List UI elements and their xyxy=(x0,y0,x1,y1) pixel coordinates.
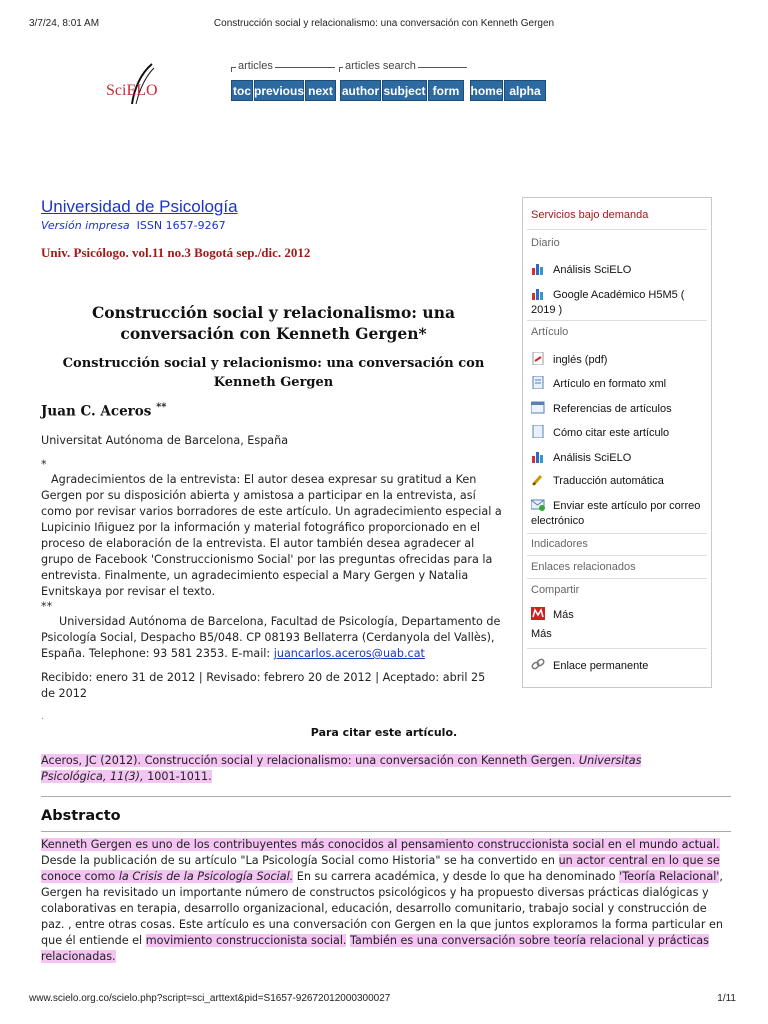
citation-heading: Para citar este artículo. xyxy=(310,726,458,739)
author-text: Juan C. Aceros xyxy=(41,403,152,420)
sidebar-item-references[interactable] xyxy=(531,401,707,417)
section-divider xyxy=(41,796,731,797)
version-label: Versión impresa xyxy=(41,219,130,232)
abstract-segment: En su carrera académica, y desde lo que ha denominado xyxy=(293,870,620,883)
abstract-highlight: Kenneth Gergen es uno de los contribuyentes más conocidos al pensamiento construccionista social en el mundo actual. xyxy=(41,838,720,851)
footnote-2 xyxy=(41,614,509,662)
sidebar-item-pdf[interactable] xyxy=(531,352,707,368)
journal-title-link[interactable]: Universidad de Psicología xyxy=(41,197,238,216)
sidebar-item-label: Cómo citar este artículo xyxy=(553,427,670,439)
sidebar-item-more[interactable]: Más xyxy=(531,628,552,640)
abstract-highlight: movimiento construccionista social. xyxy=(145,934,347,947)
sidebar-title: Servicios bajo demanda xyxy=(531,209,649,221)
volume-line: Univ. Psicólogo. vol.11 no.3 Bogotá sep./dic. 2012 xyxy=(41,245,311,260)
link-icon xyxy=(531,658,545,671)
nav-author-button[interactable]: author xyxy=(340,80,381,101)
sidebar-item-label: Google Académico H5M5 ( 2019 ) xyxy=(531,289,685,316)
print-doc-title: Construcción social y relacionalismo: una conversación con Kenneth Gergen xyxy=(213,18,555,29)
sidebar-item-label: Traducción automática xyxy=(553,475,664,487)
share-icon xyxy=(531,607,545,620)
sidebar-divider xyxy=(527,533,707,534)
sidebar-item-xml[interactable] xyxy=(531,376,707,392)
sidebar-item-translation[interactable] xyxy=(531,473,707,489)
sidebar-item-label: Artículo en formato xml xyxy=(553,378,667,390)
references-icon xyxy=(531,401,545,414)
sidebar-item-label: Enlace permanente xyxy=(553,660,649,672)
bar-chart-icon xyxy=(531,450,545,463)
sidebar-section-articulo: Artículo xyxy=(531,326,569,338)
nav-search-caption: articles search xyxy=(345,60,416,72)
sidebar-divider xyxy=(527,578,707,579)
article-title: Construcción social y relacionalismo: una conversación con Kenneth Gergen* xyxy=(91,303,456,343)
sidebar-item-label: Más xyxy=(553,609,574,621)
sidebar-item-label: Análisis SciELO xyxy=(553,452,632,464)
sidebar-item-share-more[interactable] xyxy=(531,607,707,623)
sidebar-divider xyxy=(527,648,707,649)
separator-dot: . xyxy=(41,712,44,722)
sidebar-item-how-to-cite[interactable] xyxy=(531,425,707,441)
author-email-link[interactable]: juancarlos.aceros@uab.cat xyxy=(273,647,425,660)
author-footnote-mark: ** xyxy=(156,402,167,413)
sidebar-item-analisis-journal[interactable] xyxy=(531,262,707,278)
abstract-highlight: También es una conversación sobre teoría relacional y prácticas relacionadas. xyxy=(41,934,709,963)
article-dates: Recibido: enero 31 de 2012 | Revisado: febrero 20 de 2012 | Aceptado: abril 25 de 2012 xyxy=(41,671,486,700)
citation-journal: Universitas Psicológica, 11(3), xyxy=(41,754,642,783)
logo-text: SciELO xyxy=(106,82,158,99)
nav-previous-button[interactable]: previous xyxy=(254,80,304,101)
abstract-segment: Desde la publicación de su artículo "La Psicología Social como Historia" se ha convertido en xyxy=(41,854,559,867)
abstract-segment: , Gergen ha revisitado un importante número de constructos psicológicos y ha propuesto diversas prácticas dialógicas y colaborativas en terapia, desarrollo organizacional, educación, desarrollo comunitario, trabajo social y construcción de paz. , entre otras cosas. Este artículo es una conversación con Gergen en la que juntos exploramos la forma particular en que él entiende el xyxy=(41,870,723,947)
sidebar-item-google-scholar[interactable] xyxy=(531,287,707,318)
abstract-italic: la Crisis de la Psicología Social. xyxy=(118,870,294,883)
sidebar-divider xyxy=(527,555,707,556)
abstract-text xyxy=(41,837,731,965)
citation-main: Aceros, JC (2012). Construcción social y relacionalismo: una conversación con Kenneth Gergen. xyxy=(41,754,579,767)
sidebar-section-enlaces[interactable]: Enlaces relacionados xyxy=(531,561,636,573)
nav-home-button[interactable]: home xyxy=(470,80,503,101)
pencil-icon xyxy=(531,473,545,486)
issn-value: ISSN 1657-9267 xyxy=(136,219,226,232)
sidebar-item-label: Análisis SciELO xyxy=(553,264,632,276)
sidebar-divider xyxy=(527,320,707,321)
sidebar-item-label: inglés (pdf) xyxy=(553,354,608,366)
pdf-icon xyxy=(531,352,545,365)
nav-form-button[interactable]: form xyxy=(428,80,464,101)
bar-chart-icon xyxy=(531,287,545,300)
print-page-number: 1/11 xyxy=(717,993,736,1004)
sidebar-section-indicadores[interactable]: Indicadores xyxy=(531,538,588,550)
abstract-highlight: 'Teoría Relacional' xyxy=(619,870,720,883)
footnote-1-mark: * xyxy=(41,458,47,471)
affiliation: Universitat Autónoma de Barcelona, España xyxy=(41,434,289,447)
article-alt-title: Construcción social y relacionismo: una conversación con Kenneth Gergen xyxy=(62,356,485,390)
cite-document-icon xyxy=(531,425,545,438)
document-icon xyxy=(531,376,545,389)
footnote-2-mark: ** xyxy=(41,600,53,613)
sidebar-item-label: Referencias de artículos xyxy=(553,403,672,415)
abstract-highlight: un actor central en lo que se conoce como xyxy=(41,854,720,883)
nav-articles-caption: articles xyxy=(238,60,273,72)
footnote-2-text: Universidad Autónoma de Barcelona, Facultad de Psicología, Departamento de Psicología Social, Despacho B5/048. CP 08193 Bellaterra (Cerdanyola del Vallès), España. Telephone: 93 581 2353. E-mail: xyxy=(41,615,501,660)
issn-line xyxy=(41,219,226,232)
author-name xyxy=(41,402,167,420)
sidebar-item-permalink[interactable] xyxy=(531,658,707,674)
nav-subject-button[interactable]: subject xyxy=(382,80,427,101)
sidebar-item-email-article[interactable] xyxy=(531,498,707,529)
sidebar-section-compartir: Compartir xyxy=(531,584,580,596)
citation-pages: 1001-1011. xyxy=(143,770,212,783)
bar-chart-icon xyxy=(531,262,545,275)
nav-next-button[interactable]: next xyxy=(305,80,336,101)
sidebar-section-diario: Diario xyxy=(531,237,560,249)
citation-text xyxy=(41,753,709,785)
scielo-logo[interactable] xyxy=(92,60,172,110)
sidebar-divider xyxy=(527,229,707,230)
sidebar-item-label: Enviar este artículo por correo electrónico xyxy=(531,500,701,527)
sidebar-item-analisis-article[interactable] xyxy=(531,450,707,466)
print-url: www.scielo.org.co/scielo.php?script=sci_arttext&pid=S1657-92672012000300027 xyxy=(29,993,391,1004)
abstract-divider xyxy=(41,831,731,832)
print-datetime: 3/7/24, 8:01 AM xyxy=(29,18,100,29)
footnote-1: Agradecimientos de la entrevista: El autor desea expresar su gratitud a Ken Gergen por su disposición abierta y amistosa a participar en la entrevista, así como por revisar varios borradores de este artículo. Un agradecimiento especial a Lupicinio Iñiguez por la información y material fotográfico proporcionado en el proceso de elaboración de la entrevista. El autor también desea agradecer al grupo de Facebook 'Construccionismo Social' por las preguntas ofrecidas para la entrevista. Finalmente, un agradecimiento especial a Mary Gergen y Natalia Evnitskaya por revisar el texto. xyxy=(41,473,502,598)
abstract-heading: Abstracto xyxy=(41,808,121,824)
email-icon xyxy=(531,498,545,511)
nav-toc-button[interactable]: toc xyxy=(231,80,253,101)
nav-alpha-button[interactable]: alpha xyxy=(504,80,546,101)
